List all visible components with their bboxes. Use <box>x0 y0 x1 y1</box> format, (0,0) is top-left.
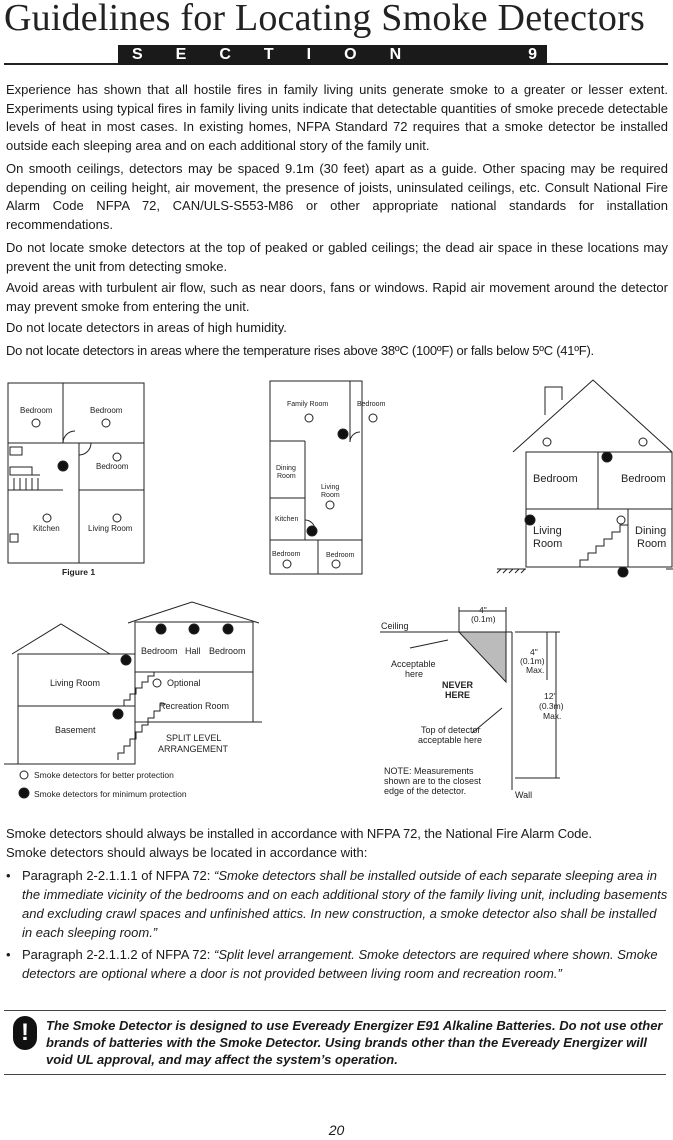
top-dim-metric: (0.1m) <box>471 614 496 624</box>
legend-minimum-label: Smoke detectors for minimum protection <box>34 789 187 799</box>
paragraph-spacing: On smooth ceilings, detectors may be spaced 9.1m (30 feet) apart as a guide. Other spacing may be required depending on ceiling height, air movement, the presence of joists, uninsulated ceilings, etc. Consult National Fire Alarm Code NFPA 72, CAN/ULS-S553-M86 or other appropriate national standards for installation recommendations. <box>6 161 668 232</box>
install-intro-1: Smoke detectors should always be installed in accordance with NFPA 72, the National Fire Alarm Code. <box>6 826 592 841</box>
bullet-2-quote: “Split level arrangement. Smoke detectors are required where shown. Smoke detectors are optional where a door is not provided between living room and recreation room.” <box>22 947 658 981</box>
page-title: Guidelines for Locating Smoke Detectors <box>4 0 645 39</box>
split-level-section <box>4 602 262 764</box>
split-bedroom-left-label: Bedroom <box>141 646 178 656</box>
page-number: 20 <box>328 1122 345 1138</box>
battery-warning-text: The Smoke Detector is designed to use Eveready Energizer E91 Alkaline Batteries. Do not use other brands of batteries with the Smoke Detector. Using brands other than the Eveready Energizer will void UL approval, and may affect the system’s operation. <box>46 1018 663 1067</box>
paragraph-peaked-ceilings: Do not locate smoke detectors at the top of peaked or gabled ceilings; the dead air space in these locations may prevent the unit from detecting smoke. <box>6 240 668 274</box>
plan2-living-room-label: Room <box>321 492 340 499</box>
plan2-bedroom-top-label: Bedroom <box>357 401 386 408</box>
house-dining-label: Dining <box>635 525 667 537</box>
side-dim-inches: 4" <box>530 647 538 657</box>
paragraph-temperature: Do not locate detectors in areas where the temperature rises above 38ºC (100ºF) or falls below 5ºC (41ºF). <box>6 343 594 358</box>
bullet-1-quote: “Smoke detectors shall be installed outside of each separate sleeping area in the immediate vicinity of the bedrooms and on each additional story of the family living unit, including basements and excluding crawl spaces and unfinished attics. In new construction, a smoke detector also shall be installed in each sleeping room.” <box>22 868 668 940</box>
paragraph-air-flow: Avoid areas with turbulent air flow, such as near doors, fans or windows. Rapid air movement around the detector may prevent smoke from entering the unit. <box>6 280 668 314</box>
exclamation-icon: ! <box>13 1016 37 1050</box>
plan2-dining-room-label: Room <box>277 473 296 480</box>
paragraph-hostile-fires: Experience has shown that all hostile fires in family living units generate smoke to a greater or lesser extent. Experiments using typical fires in family living units indicate that detectable quantities of smoke precede detectable levels of heat in most cases. In existing homes, NFPA Standard 72 requires that a smoke detector be installed outside each sleeping area and on each additional story of the family unit. <box>6 82 668 153</box>
long-dim-metric: (0.3m) <box>539 701 564 711</box>
ceiling-label: Ceiling <box>381 621 409 631</box>
plan2-living-label: Living <box>321 484 340 491</box>
long-dim-max: Max. <box>543 711 562 721</box>
never-label: NEVER <box>442 680 474 690</box>
long-dim-inches: 12" <box>544 691 557 701</box>
split-living-room-label: Living Room <box>50 678 101 688</box>
split-level-caption-1: SPLIT LEVEL <box>166 733 222 743</box>
house-dining-room-label: Room <box>637 538 667 550</box>
install-intro-2: Smoke detectors should always be located in accordance with: <box>6 845 368 860</box>
house-living-label: Living <box>533 525 562 537</box>
split-hall-label: Hall <box>185 646 201 656</box>
split-bedroom-right-label: Bedroom <box>209 646 246 656</box>
top-of-detector-label: Top of detector <box>421 725 481 735</box>
side-dim-metric: (0.1m) <box>520 656 545 666</box>
plan1-bedroom-b-label: Bedroom <box>90 406 123 415</box>
split-recreation-room-label: Recreation Room <box>159 701 230 711</box>
battery-warning <box>4 1010 666 1075</box>
bullet-1-lead: Paragraph 2-2.1.1.1 of NFPA 72: <box>22 868 214 883</box>
bullet-2-lead: Paragraph 2-2.1.1.2 of NFPA 72: <box>22 947 214 962</box>
plan1-kitchen-label: Kitchen <box>33 524 60 533</box>
paragraph-humidity: Do not locate detectors in areas of high humidity. <box>6 320 287 335</box>
note-line-3: edge of the detector. <box>384 786 467 796</box>
wall-label: Wall <box>515 790 533 800</box>
split-level-caption-2: ARRANGEMENT <box>158 744 229 754</box>
side-dim-max: Max. <box>526 665 545 675</box>
section-bar <box>118 45 547 65</box>
note-line-1: NOTE: Measurements <box>384 766 474 776</box>
house-bedroom-left-label: Bedroom <box>533 473 578 485</box>
plan1-bedroom-c-label: Bedroom <box>96 462 129 471</box>
bullet-dot: • <box>6 868 11 883</box>
figure-caption: Figure 1 <box>62 567 96 577</box>
house-living-room-label: Room <box>533 538 563 550</box>
bullet-paragraph-1 <box>6 866 668 942</box>
plan2-bedroom-left-label: Bedroom <box>272 551 301 558</box>
plan1-bedroom-a-label: Bedroom <box>20 406 53 415</box>
split-basement-label: Basement <box>55 725 96 735</box>
detector-placement-figure <box>0 372 673 812</box>
section-label: SECTION <box>132 46 435 63</box>
bullet-dot: • <box>6 947 11 962</box>
never-here-label: HERE <box>445 690 471 700</box>
acceptable-label: Acceptable <box>391 659 436 669</box>
acceptable-here-label: here <box>405 669 424 679</box>
house-bedroom-right-label: Bedroom <box>621 473 666 485</box>
note-line-2: shown are to the closest <box>384 776 482 786</box>
split-optional-label: Optional <box>167 678 201 688</box>
plan2-kitchen-label: Kitchen <box>275 516 299 523</box>
top-of-detector-here-label: acceptable here <box>418 735 483 745</box>
plan2-family-room-label: Family Room <box>287 401 329 408</box>
plan2-dining-label: Dining <box>276 465 296 472</box>
legend-better-label: Smoke detectors for better protection <box>34 770 174 780</box>
bullet-paragraph-2 <box>6 945 668 983</box>
top-dim-inches: 4" <box>479 605 487 615</box>
plan2-bedroom-right-label: Bedroom <box>326 552 355 559</box>
section-number: 9 <box>528 46 537 63</box>
plan1-living-room-label: Living Room <box>88 524 133 533</box>
